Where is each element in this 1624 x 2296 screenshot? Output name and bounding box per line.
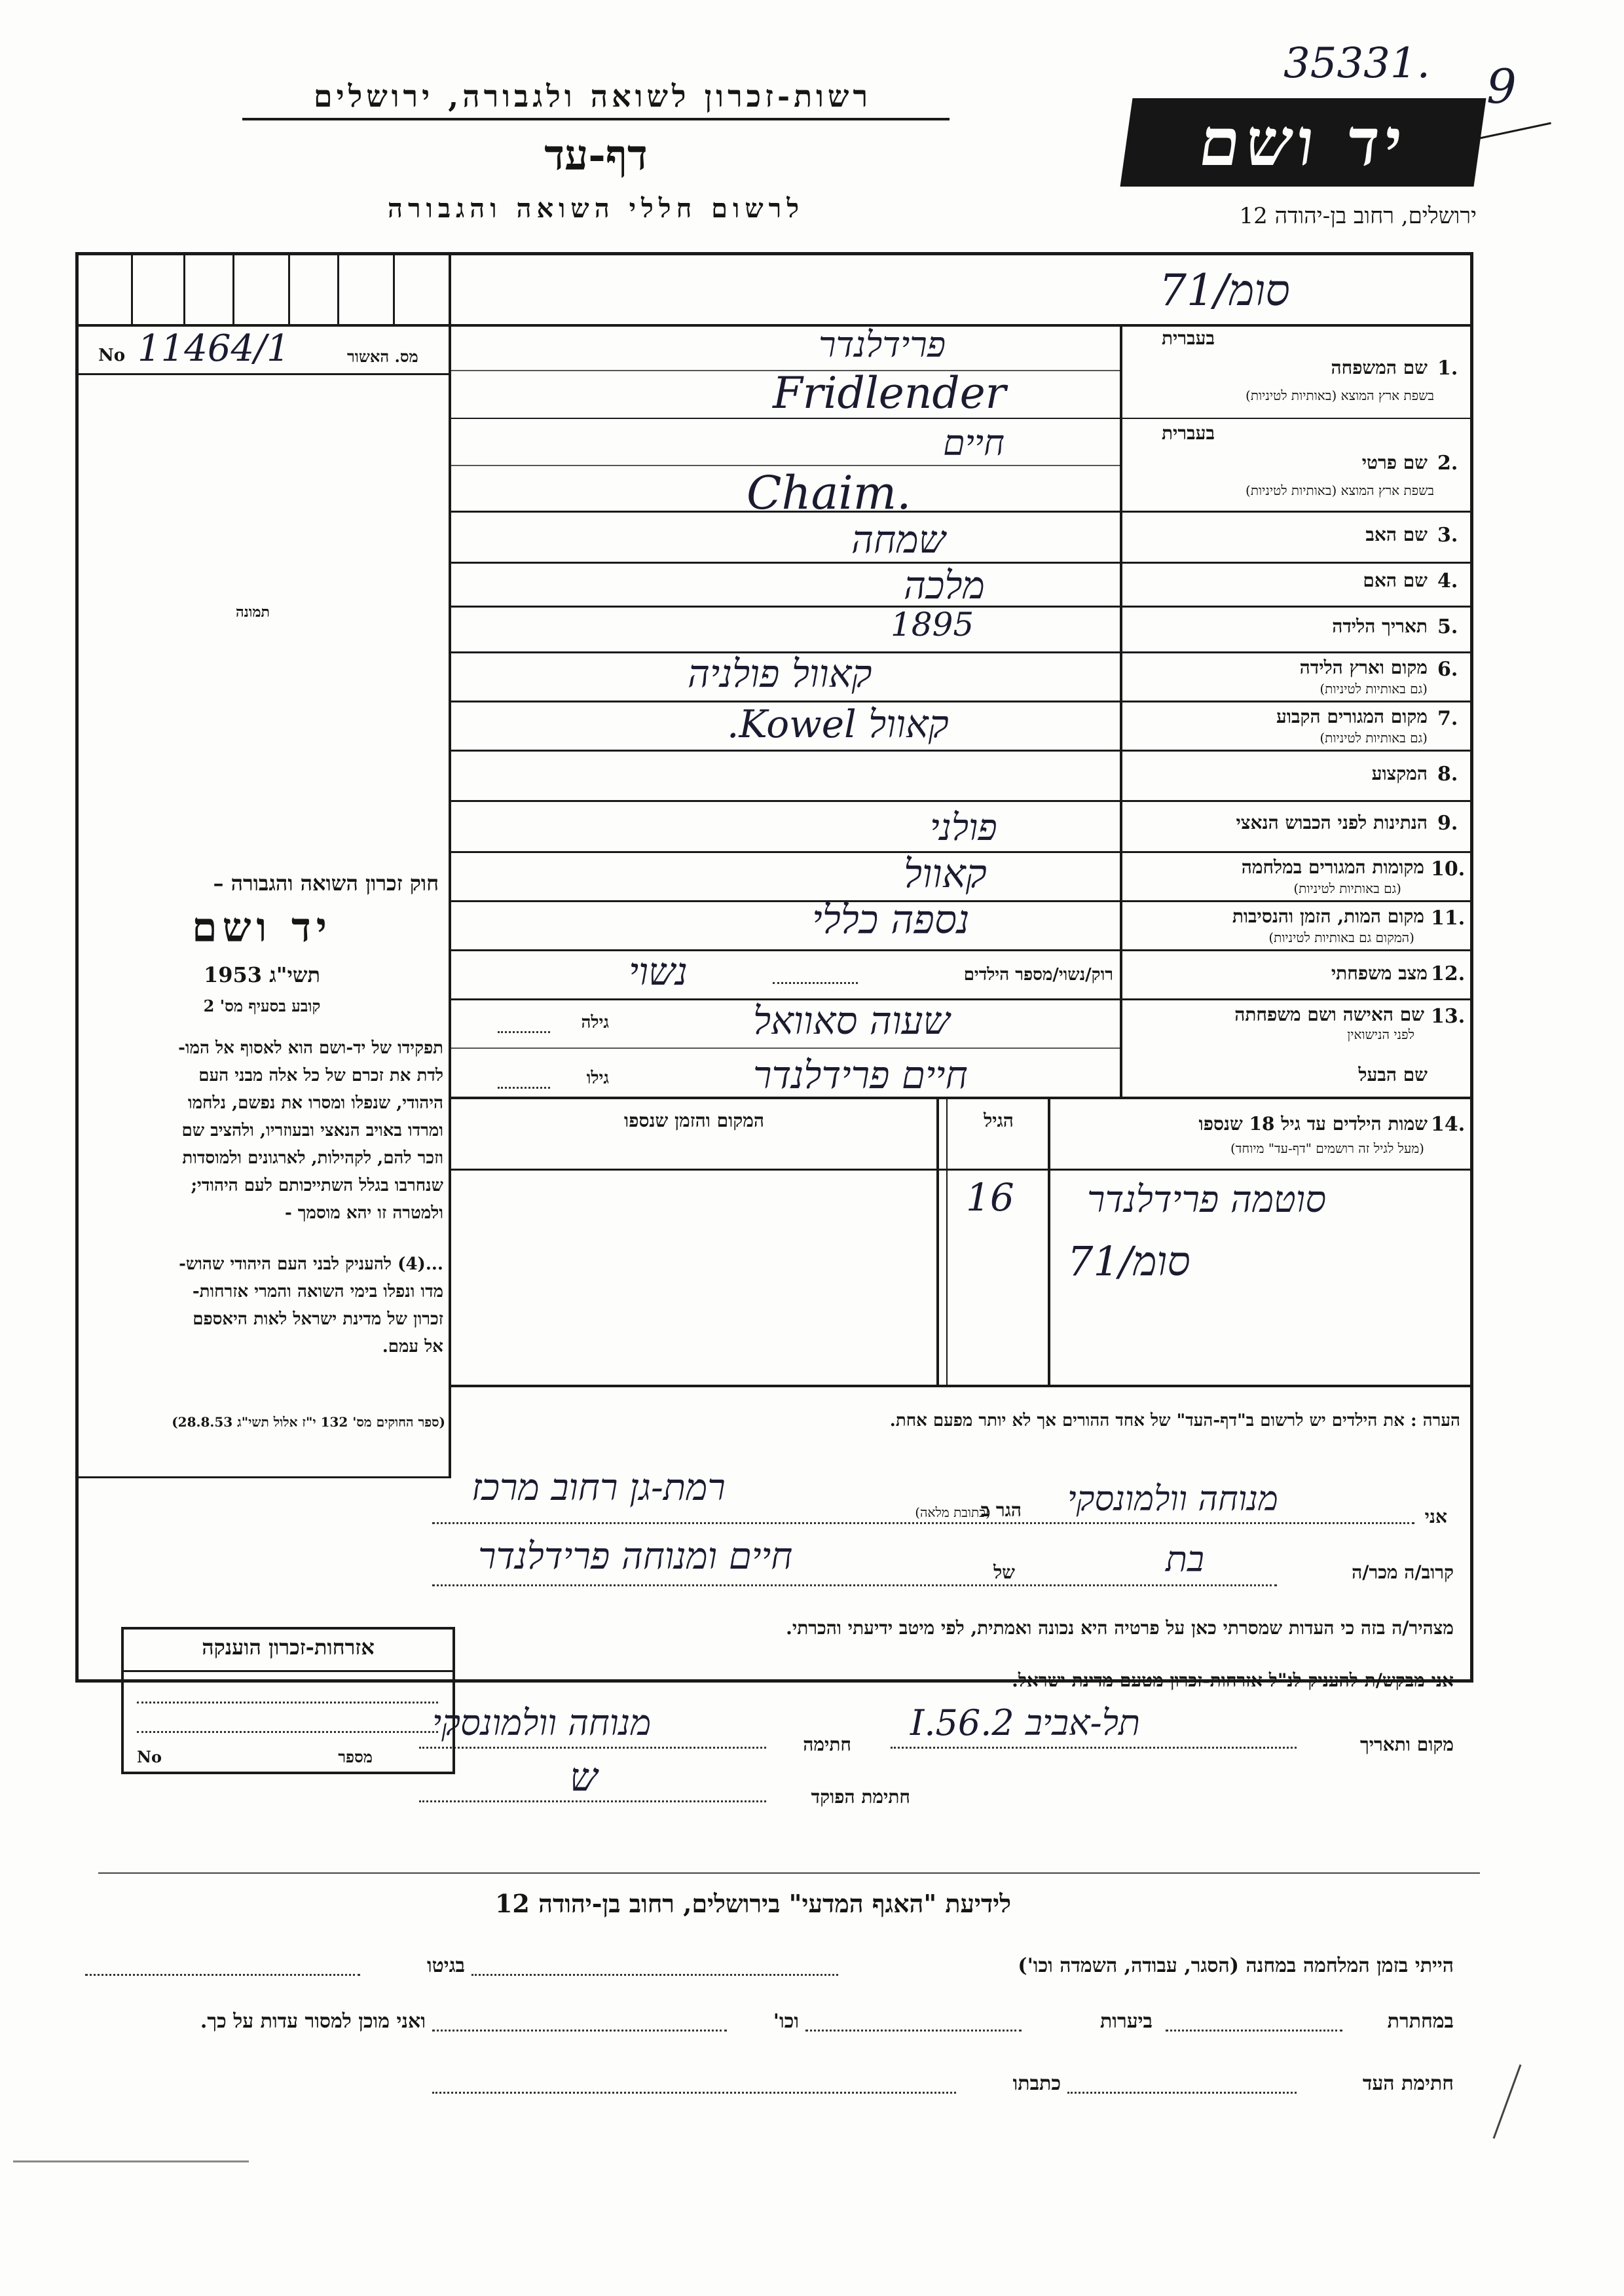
approval-no-sign: No	[98, 346, 126, 365]
field-11-sub: (המקום גם באותיות לטיניות)	[1268, 930, 1414, 945]
husband-label: שם הבעל	[1358, 1064, 1428, 1085]
col-age-header: הגיל	[984, 1110, 1014, 1131]
children-sub: (מעל לגיל זה רושמים "דף-עד" מיוחד)	[1230, 1140, 1424, 1156]
field-1-sub: בשפת ארץ המוצא (באותיות לטיניות)	[1246, 388, 1434, 403]
law-gazette: (ספר החוקים מס' 132 י"ז אלול תשי"ג 28.8.53)	[172, 1414, 445, 1430]
approval-label: מס. האשור	[347, 347, 418, 366]
law-name: יד ושם	[191, 903, 333, 951]
decl-address-sub: (כתובת מלאה)	[915, 1504, 991, 1520]
field-10-number: 10.	[1431, 858, 1466, 881]
lower-title: לידיעת "האגף המדעי" בירושלים, רחוב בן-יהודה 12	[494, 1889, 1012, 1918]
field-5-value[interactable]: 1895	[891, 606, 974, 644]
law-year: תשי"ג 1953	[204, 962, 320, 987]
field-2-value-latin[interactable]: Chaim.	[747, 466, 912, 520]
field-6-sub: (גם באותיות לטיניות)	[1320, 681, 1428, 697]
decl-officer-label: חתימת הפוקד	[811, 1786, 910, 1808]
decl-place-date-label: מקום ותאריך	[1359, 1734, 1454, 1755]
note: הערה : את הילדים יש לרשום ב"דף-העד" של אחד ההורים אך לא יותר מפעם אחת.	[889, 1411, 1460, 1430]
citizenship-title: אזרחות-זכרון הוענקה	[202, 1635, 375, 1660]
field-4-value[interactable]: מלכה	[904, 563, 985, 608]
citizenship-box	[121, 1627, 455, 1774]
declarant-address[interactable]: רמת-גן רחוב מרכז	[471, 1467, 726, 1509]
field-3-label: שם האב	[1365, 524, 1428, 545]
law-line: תפקידו של יד-ושם הוא לאסוף אל המו-	[178, 1038, 443, 1058]
lower-line3-start: חתימת העד	[1362, 2072, 1454, 2095]
field-3-value[interactable]: שמחה	[851, 517, 946, 562]
children-number: 14.	[1431, 1113, 1466, 1136]
lower-line2-start: במחתרת	[1387, 2010, 1454, 2033]
institution-name: רשות-זכרון לשואה ולגבורה, ירושלים	[313, 79, 872, 114]
lower-line2-mid: ביערות	[1099, 2010, 1153, 2033]
form-subtitle: לרשום חללי השואה והגבורה	[387, 193, 805, 224]
field-10-label: מקומות המגורים במלחמה	[1241, 856, 1424, 878]
declarant-name[interactable]: מנוחה וולמונסקי	[1067, 1480, 1278, 1519]
field-4-number: 4.	[1437, 570, 1458, 592]
child-1-name[interactable]: סוטמה פרידלנדר	[1087, 1178, 1327, 1221]
form-title: דף-עד	[544, 131, 648, 180]
field-1-value-hebrew[interactable]: פרידלנדר	[819, 324, 946, 365]
field-8-number: 8.	[1437, 763, 1458, 786]
field-6-label: מקום וארץ הלידה	[1299, 657, 1428, 678]
field-1-number: 1.	[1437, 357, 1458, 380]
lower-line1: הייתי בזמן המלחמה במחנה (הסגר, עבודה, השמדה וכו')	[1018, 1954, 1454, 1977]
lower-line3-end: כתבתו	[1012, 2072, 1061, 2095]
field-11-label: מקום המות, הזמן והנסיבות	[1232, 905, 1424, 927]
yad-vashem-logo	[1120, 98, 1486, 187]
husband-value[interactable]: חיים פרידלנדר	[753, 1053, 968, 1097]
field-11-number: 11.	[1431, 907, 1466, 930]
field-2-label: שם פרטי	[1361, 452, 1428, 473]
archive-number: 35331.	[1283, 39, 1430, 88]
law-clause: קובע בסעיף מס' 2	[203, 996, 321, 1015]
law-line: היהודי, שנפלו ומסרו את נפשם, נלחמו	[187, 1093, 443, 1113]
field-13-sub: לפני הנישואין	[1347, 1027, 1414, 1042]
decl-relative-of[interactable]: חיים ומנוחה פרידלנדר	[478, 1535, 793, 1578]
field-7-label: מקום המגורים הקבוע	[1276, 706, 1428, 727]
law-line: ומרדו באויב הנאצי ובעוזריו, ולהציב שם	[181, 1121, 443, 1140]
field-13-number: 13.	[1431, 1005, 1466, 1028]
child-2-name[interactable]: סומ/71	[1067, 1237, 1190, 1285]
law-text-2	[80, 1250, 443, 1360]
field-12-label: מצב משפחתי	[1331, 962, 1428, 984]
decl-of-label: של	[993, 1561, 1015, 1583]
field-2-sub: בשפת ארץ המוצא (באותיות לטיניות)	[1246, 483, 1434, 498]
law-line: ולמטרה זו יהא מוסמך -	[284, 1203, 443, 1223]
col-place-header: המקום והזמן שנספו	[624, 1110, 764, 1131]
field-6-value[interactable]: קאוול פולניה	[688, 651, 872, 696]
field-12-inline-label: רוק/נשוי/מספר הילדים	[963, 965, 1113, 985]
law-line: לדת את זכרם של כל אלה מבני העם	[198, 1066, 443, 1085]
law-title: חוק זכרון השואה והגבורה –	[213, 871, 439, 896]
decl-request: אני מבקש/ת להעניק לנ"ל אזרחות-זכרון מטעם מדינת ישראל.	[1012, 1669, 1454, 1691]
lower-line2-end: ואני מוכן למסור עדות על כך.	[200, 2010, 426, 2033]
field-3-number: 3.	[1437, 524, 1458, 547]
decl-place-date[interactable]: תל-אביב 2.I.56	[910, 1702, 1140, 1743]
field-5-label: תאריך הלידה	[1332, 615, 1428, 637]
decl-relative-label: קרוב/ה מכר/ה	[1352, 1561, 1454, 1583]
top-note: סומ/71	[1159, 265, 1290, 316]
field-1-value-latin[interactable]: Fridlender	[773, 368, 1006, 418]
address: ירושלים, רחוב בן-יהודה 12	[1239, 203, 1477, 229]
field-6-number: 6.	[1437, 658, 1458, 681]
field-2-hebrew-tag: בעברית	[1161, 422, 1215, 444]
law-line: מדו ונפלו בימי השואה והמרי אזרחות-	[192, 1282, 443, 1302]
decl-statement: מצהיר/ה בזה כי העדות שמסרתי כאן על פרטיה היא נכונה ואמתית, לפי מיטב ידיעתי והכרתי.	[786, 1617, 1454, 1639]
children-title: שמות הילדים עד גיל 18 שנספו	[1198, 1113, 1428, 1135]
law-text	[80, 1034, 443, 1227]
husband-age-label: גילו	[586, 1068, 609, 1088]
field-13-label: שם האישה ושם משפחתה	[1234, 1004, 1424, 1025]
field-10-sub: (גם באותיות לטיניות)	[1293, 881, 1401, 896]
lower-line1-end: בגיטו	[426, 1954, 465, 1977]
field-2-value-hebrew[interactable]: חיים	[943, 422, 1005, 464]
law-line: וזכר להם, לקהילות, לארגונים ולמוסדות	[182, 1148, 443, 1168]
decl-officer-signature[interactable]: ש	[570, 1755, 598, 1800]
child-1-age[interactable]: 16	[966, 1175, 1014, 1220]
field-7-number: 7.	[1437, 707, 1458, 730]
field-13-value[interactable]: שעוה סאוואל	[753, 998, 950, 1043]
field-8-label: המקצוע	[1371, 763, 1428, 784]
citizenship-number-label: מספר	[338, 1747, 373, 1766]
field-7-sub: (גם באותיות לטיניות)	[1320, 730, 1428, 746]
field-1-label: שם המשפחה	[1331, 357, 1428, 378]
decl-resident-label: הגר ב	[980, 1499, 1022, 1521]
law-line: שנחרבו בגלל השתייכותם לעם היהודי;	[191, 1176, 443, 1195]
field-4-label: שם האם	[1363, 570, 1428, 591]
field-13-age-label: גילה	[581, 1013, 609, 1032]
field-11-value[interactable]: נספה כללי	[812, 897, 970, 943]
page-number: 9	[1486, 59, 1517, 114]
law-line: זכרון של מדינת ישראל לאות היאספם	[193, 1309, 443, 1329]
decl-signature[interactable]: מנוחה וולמונסקי	[432, 1702, 652, 1743]
approval-number: 11464/1	[138, 327, 290, 370]
decl-signature-label: חתימה	[803, 1734, 851, 1755]
photo-label: תמונה	[236, 604, 270, 621]
field-9-value[interactable]: פולני	[930, 807, 997, 849]
law-line: ...(4) להעניק לבני העם היהודי שהוש-	[179, 1254, 443, 1274]
field-12-number: 12.	[1431, 962, 1466, 985]
law-line: אל עמם.	[382, 1337, 443, 1357]
field-10-value[interactable]: קאוול	[904, 851, 987, 897]
field-12-value[interactable]: נשוי	[629, 949, 688, 994]
field-2-number: 2.	[1437, 452, 1458, 475]
lower-line2-etc: וכו'	[773, 2010, 799, 2033]
field-9-number: 9.	[1437, 812, 1458, 835]
logo-text: יד ושם	[1194, 103, 1412, 181]
field-1-hebrew-tag: בעברית	[1161, 327, 1215, 349]
decl-relation[interactable]: בת	[1166, 1539, 1204, 1580]
citizenship-no-sign: No	[137, 1747, 162, 1766]
field-7-value[interactable]: קאוול Kowel.	[727, 702, 949, 746]
field-9-label: הנתינות לפני הכבוש הנאצי	[1236, 812, 1428, 833]
decl-i-label: אני	[1424, 1506, 1447, 1527]
field-5-number: 5.	[1437, 615, 1458, 638]
